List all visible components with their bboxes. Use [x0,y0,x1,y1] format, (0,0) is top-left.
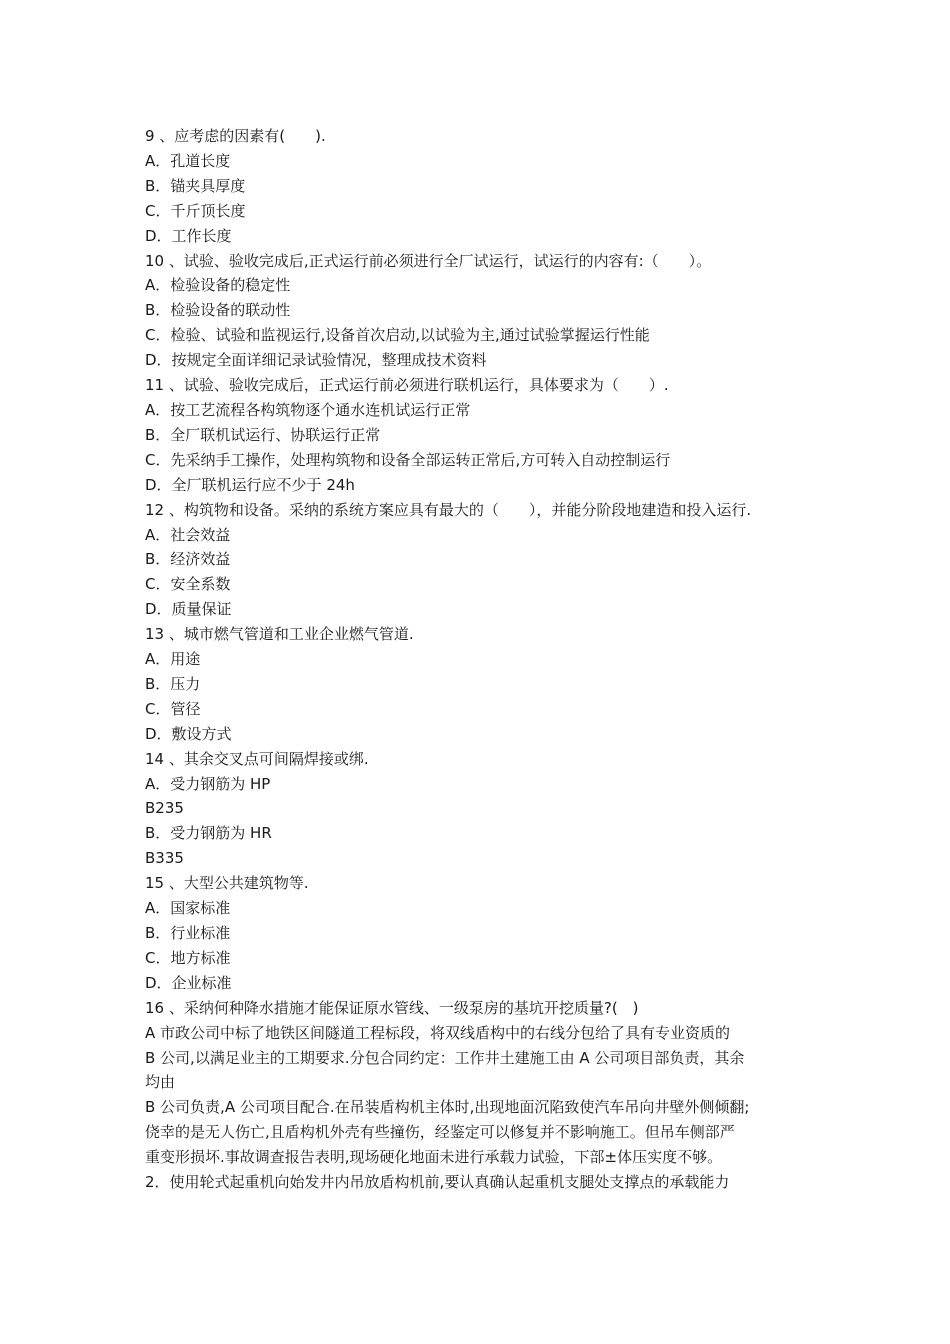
q9-option-d: D．工作长度 [145,226,232,245]
q15-option-b: B．行业标准 [145,924,231,942]
case-paragraph-line: A 市政公司中标了地铁区间隧道工程标段，将双线盾构中的右线分包给了具有专业资质的 [145,1023,731,1042]
question-10-title: 10 、试验、验收完成后,正式运行前必须进行全厂试运行，试运行的内容有:（ ）。 [145,251,712,270]
q9-option-c: C．千斤顶长度 [145,201,246,220]
q12-option-c: C．安全系数 [145,575,231,594]
q14-option-b: B．受力钢筋为 HR [145,824,272,843]
q15-option-a: A．国家标准 [145,899,231,918]
q10-option-a: A．检验设备的稳定性 [145,276,291,295]
q14-option-a: A．受力钢筋为 HP [145,774,271,793]
q12-option-a: A．社会效益 [145,525,231,544]
case-question-2: 2．使用轮式起重机向始发井内吊放盾构机前,要认真确认起重机支腿处支撑点的承载能力 [145,1173,730,1192]
question-14-title: 14 、其余交叉点可间隔焊接或绑. [145,749,369,768]
q10-option-d: D．按规定全面详细记录试验情况，整理成技术资料 [145,351,487,370]
case-paragraph-line: 均由 [145,1073,176,1092]
document-body [145,124,810,1195]
q13-option-b: B．压力 [145,674,201,693]
q11-option-b: B．全厂联机试运行、协联运行正常 [145,425,381,444]
q9-option-b: B．锚夹具厚度 [145,176,246,195]
q15-option-c: C．地方标准 [145,948,231,967]
q9-option-a: A．孔道长度 [145,151,231,170]
question-9-title: 9 、应考虑的因素有( ). [145,127,326,145]
q12-option-b: B．经济效益 [145,550,231,569]
q11-option-d: D．全厂联机运行应不少于 24h [145,475,355,494]
q15-option-d: D．企业标准 [145,973,232,992]
q10-option-c: C．检验、试验和监视运行,设备首次启动,以试验为主,通过试验掌握运行性能 [145,326,650,345]
q13-option-a: A．用途 [145,650,201,669]
case-paragraph-line: 侥幸的是无人伤亡,且盾构机外壳有些撞伤，经鉴定可以修复并不影响施工。但吊车侧部严 [145,1123,735,1142]
q10-option-b: B．检验设备的联动性 [145,301,291,320]
case-paragraph-line: B 公司,以满足业主的工期要求.分包合同约定：工作井土建施工由 A 公司项目部负责，其余 [145,1048,745,1067]
question-11-title: 11 、试验、验收完成后，正式运行前必须进行联机运行，具体要求为（ ）. [145,376,669,395]
q14-option-b-cont: B335 [145,849,184,868]
q13-option-c: C．管径 [145,699,201,718]
q11-option-a: A．按工艺流程各构筑物逐个通水连机试运行正常 [145,400,471,419]
q11-option-c: C．先采纳手工操作，处理构筑物和设备全部运转正常后,方可转入自动控制运行 [145,450,671,469]
q12-option-d: D．质量保证 [145,600,232,619]
question-16-title: 16 、采纳何种降水措施才能保证原水管线、一级泵房的基坑开挖质量?( ) [145,998,639,1017]
q13-option-d: D．敷设方式 [145,724,232,743]
case-paragraph-line: B 公司负责,A 公司项目配合.在吊装盾构机主体时,出现地面沉陷致使汽车吊向井壁外侧倾翻; [145,1098,750,1117]
q14-option-a-cont: B235 [145,799,184,818]
question-12-title: 12 、构筑物和设备。采纳的系统方案应具有最大的（ ），并能分阶段地建造和投入运行. [145,500,752,519]
question-15-title: 15 、大型公共建筑物等. [145,874,309,893]
question-13-title: 13 、城市燃气管道和工业企业燃气管道. [145,625,414,644]
case-paragraph-line: 重变形损坏.事故调查报告表明,现场硬化地面未进行承载力试验，下部±体压实度不够。 [145,1148,723,1167]
